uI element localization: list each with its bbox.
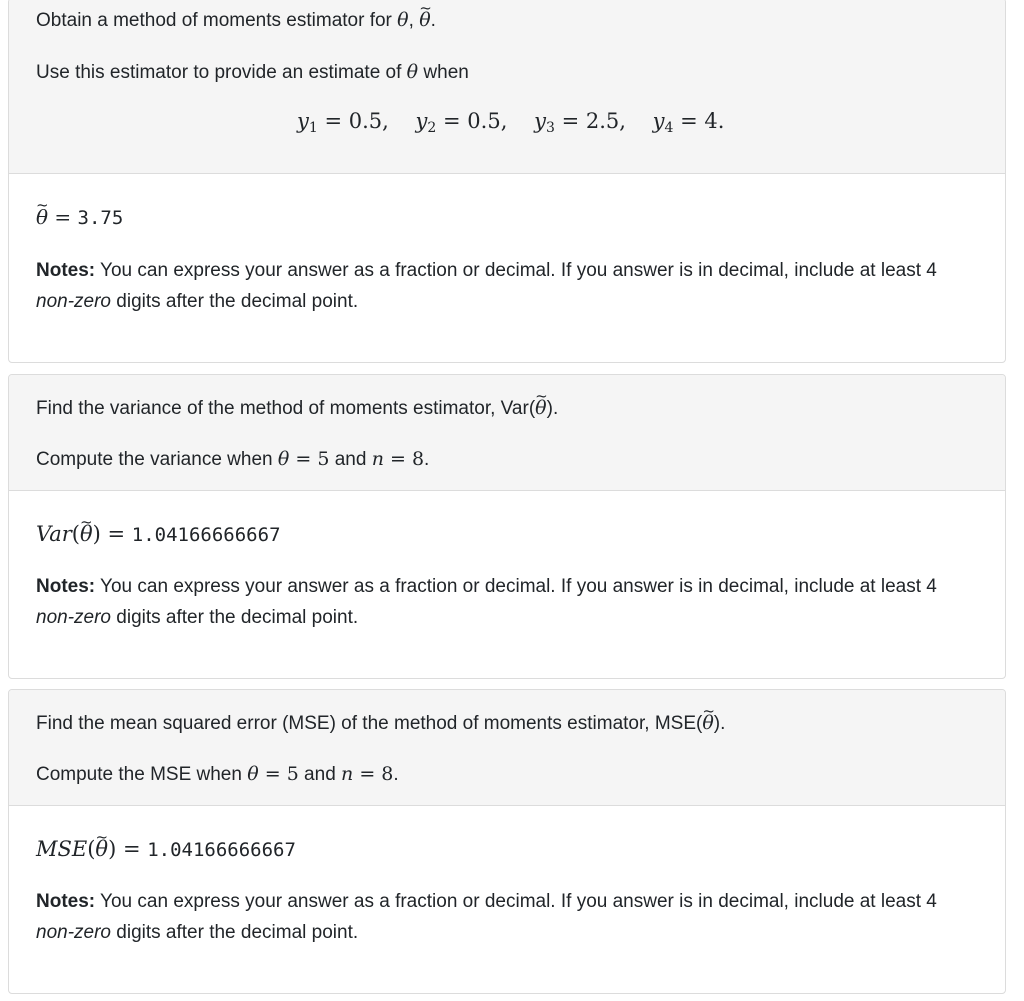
question-text-1b: Use this estimator to provide an estimate of θ when (36, 61, 469, 83)
observations-equation (297, 108, 724, 141)
answer-3: MSE(~ θ) = 1.04166666667 (36, 837, 296, 862)
question-text-2a: Find the variance of the method of moments estimator, Var(~ θ). (36, 396, 558, 421)
obs-2: $y_2 = 0.5$, (415, 109, 508, 136)
notes-2: Notes: You can express your answer as a fraction or decimal. If you answer is in decimal, include at least 4 non-zero digits after the decimal point. (36, 576, 937, 628)
question-text-1a: Obtain a method of moments estimator for θ, ~ θ. (36, 8, 436, 33)
obs-1: $y_1 = 0.5$, (297, 109, 389, 136)
answer-2-value: 1.04166666667 (131, 524, 281, 546)
answer-2: Var(~ θ) = 1.04166666667 (36, 522, 281, 547)
question-header-2 (9, 375, 1005, 491)
answer-1: ~ θ = 3.75 (36, 205, 123, 230)
notes-3: Notes: You can express your answer as a fraction or decimal. If you answer is in decimal, include at least 4 non-zero digits after the decimal point. (36, 891, 937, 943)
question-card-3 (8, 689, 1006, 994)
obs-4: $y_4 = 4$. (652, 109, 725, 136)
question-header-3 (9, 690, 1005, 806)
question-card-2 (8, 374, 1006, 679)
question-text-3b: Compute the MSE when θ = 5 and n = 8. (36, 763, 399, 785)
question-card-1 (8, 0, 1006, 363)
question-text-2b: Compute the variance when θ = 5 and n = 8. (36, 448, 430, 470)
answer-3-value: 1.04166666667 (147, 839, 296, 861)
notes-1: Notes: You can express your answer as a fraction or decimal. If you answer is in decimal, include at least 4 non-zero digits after the decimal point. (36, 260, 937, 312)
obs-3: $y_3 = 2.5$, (534, 109, 626, 136)
question-header-1 (9, 0, 1005, 174)
question-text-3a: Find the mean squared error (MSE) of the method of moments estimator, MSE(~ θ). (36, 711, 725, 736)
answer-1-value: 3.75 (77, 207, 124, 229)
